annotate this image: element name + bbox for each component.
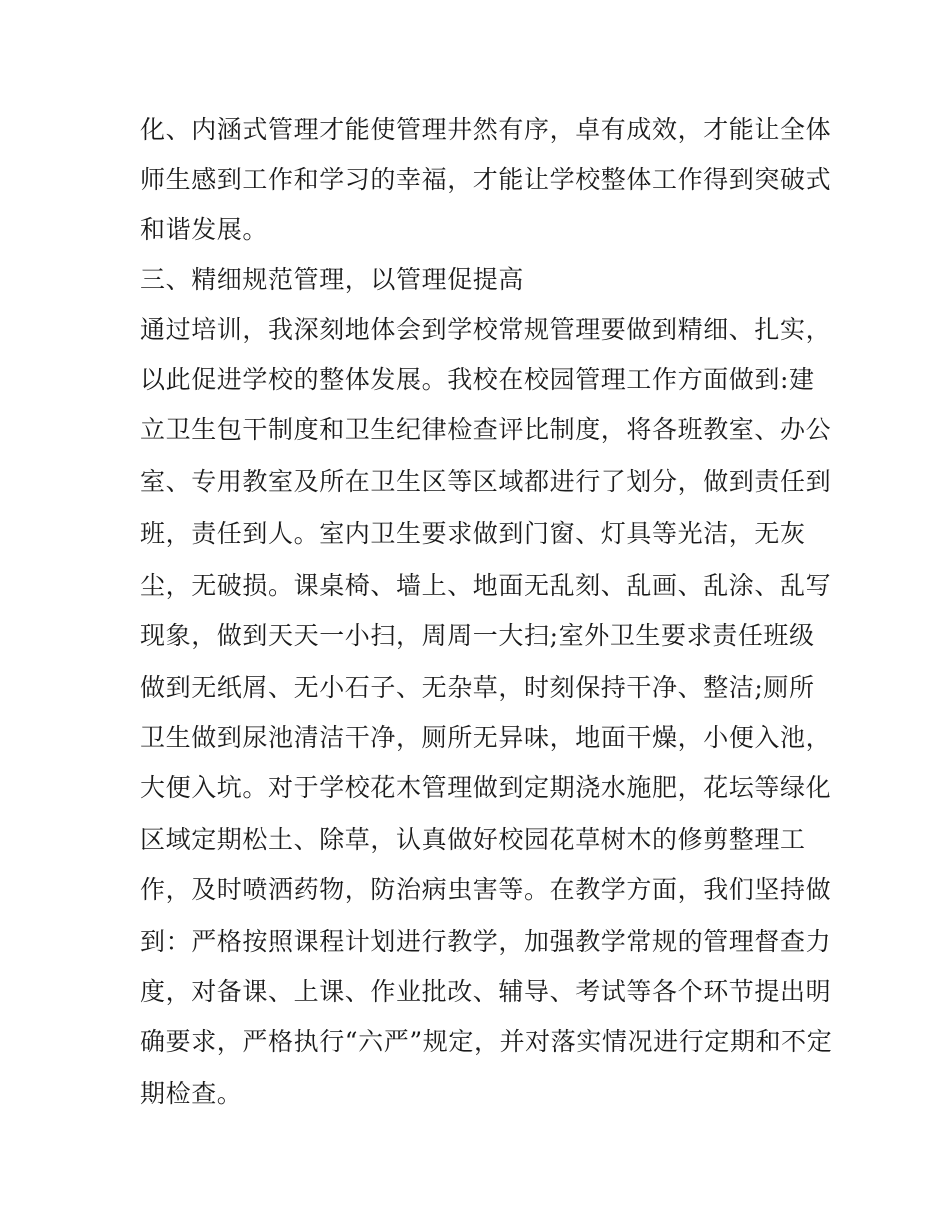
text-line: 师生感到工作和学习的幸福，才能让学校整体工作得到突破式 [140, 165, 832, 194]
text-line: 确要求，严格执行“六严”规定，并对落实情况进行定期和不定 [140, 1027, 833, 1056]
text-line: 到：严格按照课程计划进行教学，加强教学常规的管理督查力 [140, 927, 832, 956]
text-line: 立卫生包干制度和卫生纪律检查评比制度，将各班教室、办公 [140, 415, 832, 444]
text-line: 作，及时喷洒药物，防治病虫害等。在教学方面，我们坚持做 [140, 875, 832, 904]
text-line: 期检查。 [140, 1079, 243, 1108]
text-line: 化、内涵式管理才能使管理井然有序，卓有成效，才能让全体 [140, 115, 832, 144]
text-line: 班，责任到人。室内卫生要求做到门窗、灯具等光洁，无灰 [140, 519, 806, 548]
text-line: 尘，无破损。课桌椅、墙上、地面无乱刻、乱画、乱涂、乱写 [140, 571, 832, 600]
text-line: 现象，做到天天一小扫，周周一大扫;室外卫生要求责任班级 [140, 621, 815, 650]
text-line: 通过培训，我深刻地体会到学校常规管理要做到精细、扎实， [140, 315, 832, 344]
text-line: 以此促进学校的整体发展。我校在校园管理工作方面做到:建 [140, 365, 815, 394]
text-line: 做到无纸屑、无小石子、无杂草，时刻保持干净、整洁;厕所 [140, 673, 815, 702]
text-line: 和谐发展。 [140, 215, 269, 244]
text-line: 度，对备课、上课、作业批改、辅导、考试等各个环节提出明 [140, 977, 832, 1006]
text-line: 室、专用教室及所在卫生区等区域都进行了划分，做到责任到 [140, 467, 832, 496]
text-line: 卫生做到尿池清洁干净，厕所无异味，地面干燥，小便入池， [140, 723, 832, 752]
section-heading: 三、精细规范管理，以管理促提高 [140, 265, 525, 294]
text-line: 区域定期松土、除草，认真做好校园花草树木的修剪整理工 [140, 825, 806, 854]
text-line: 大便入坑。对于学校花木管理做到定期浇水施肥，花坛等绿化 [140, 773, 832, 802]
